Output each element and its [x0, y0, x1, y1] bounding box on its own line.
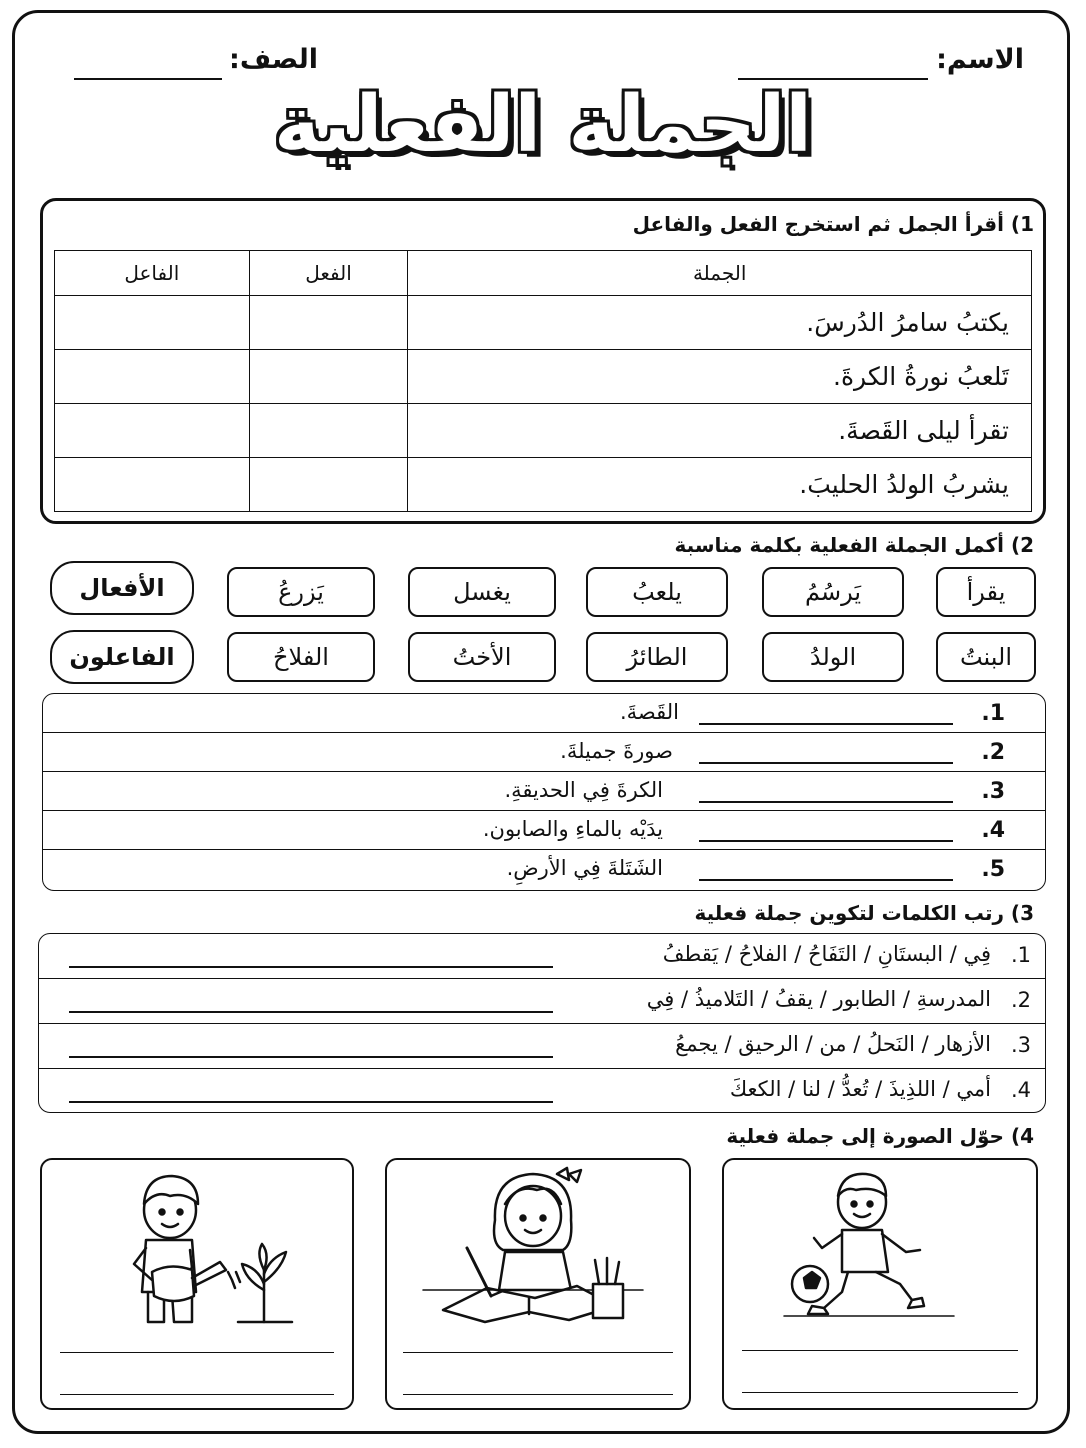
scrambled-words: فِي / البستَانِ / التَفَاحُ / الفلاحُ / يَقطفُ — [662, 942, 991, 966]
boy-watering-plant-image — [42, 1160, 352, 1330]
answer-blank[interactable] — [699, 723, 953, 725]
list-item — [43, 733, 1045, 772]
scrambled-words: الأزهار / النَحلُ / من / الرحيق / يجمعُ — [675, 1032, 991, 1056]
table-row-sentence: تقرأ ليلى القَصةَ. — [408, 404, 1032, 458]
q3-box — [38, 933, 1046, 1113]
answer-blank[interactable] — [69, 1101, 553, 1103]
answer-blank[interactable] — [699, 879, 953, 881]
answer-line[interactable] — [742, 1350, 1018, 1351]
name-label: الاسم: — [936, 44, 1024, 75]
q3-title: 3) رتب الكلمات لتكوين جملة فعلية — [694, 901, 1034, 925]
answer-line[interactable] — [60, 1394, 334, 1395]
list-item — [43, 772, 1045, 811]
answer-blank[interactable] — [699, 762, 953, 764]
q1-table — [54, 250, 1032, 512]
sentence-text: الكرةَ فِي الحديقةِ. — [504, 778, 663, 802]
col-header-sentence: الجملة — [408, 251, 1032, 296]
subject-chip[interactable]: البنتُ — [936, 632, 1036, 682]
verb-chip[interactable]: يغسل — [408, 567, 556, 617]
item-number: 2. — [1010, 988, 1031, 1012]
sentence-text: القَصةَ. — [619, 700, 679, 724]
item-number: 4. — [1010, 1078, 1031, 1102]
class-label: الصف: — [229, 44, 318, 75]
item-number: 3. — [981, 779, 1005, 804]
picture-card-girl-writing — [385, 1158, 691, 1410]
answer-line[interactable] — [403, 1394, 673, 1395]
verb-chip[interactable]: يلعبُ — [586, 567, 728, 617]
answer-blank[interactable] — [699, 801, 953, 803]
list-item — [39, 1069, 1045, 1112]
subject-answer-cell[interactable] — [55, 404, 250, 458]
verb-answer-cell[interactable] — [249, 458, 408, 512]
sentence-text: الشَتَلةَ فِي الأرضِ. — [506, 856, 663, 880]
item-number: 5. — [981, 857, 1005, 882]
verb-chip[interactable]: يَرسُمُ — [762, 567, 904, 617]
verb-answer-cell[interactable] — [249, 350, 408, 404]
scrambled-words: المدرسةِ / الطابور / يقفُ / التَلاميذُ / فِي — [646, 987, 991, 1011]
subject-chip[interactable]: الفلاحُ — [227, 632, 375, 682]
col-header-verb: الفعل — [249, 251, 408, 296]
q1-title: 1) أقرأ الجمل ثم استخرج الفعل والفاعل — [632, 212, 1034, 236]
item-number: 1. — [1010, 943, 1031, 967]
picture-card-boy-watering-plant — [40, 1158, 354, 1410]
page-title: الجملة الفعلية — [273, 80, 812, 170]
scrambled-words: أمي / اللذِيذَ / تُعدُّ / لنا / الكعكَ — [729, 1077, 991, 1101]
subject-answer-cell[interactable] — [55, 296, 250, 350]
item-number: 4. — [981, 818, 1005, 843]
answer-line[interactable] — [403, 1352, 673, 1353]
answer-blank[interactable] — [69, 1056, 553, 1058]
item-number: 1. — [981, 701, 1005, 726]
answer-blank[interactable] — [699, 840, 953, 842]
table-row-sentence: يكتبُ سامرُ الدُرسَ. — [408, 296, 1032, 350]
q4-title: 4) حوّل الصورة إلى جملة فعلية — [726, 1124, 1034, 1148]
q2-sentences-box — [42, 693, 1046, 891]
answer-blank[interactable] — [69, 966, 553, 968]
subjects-label-tag: الفاعلون — [50, 630, 194, 684]
answer-blank[interactable] — [69, 1011, 553, 1013]
verb-answer-cell[interactable] — [249, 296, 408, 350]
item-number: 2. — [981, 740, 1005, 765]
verb-chip[interactable]: يقرأ — [936, 567, 1036, 617]
sentence-text: صورةَ جميلةَ. — [560, 739, 673, 763]
verb-chip[interactable]: يَزرعُ — [227, 567, 375, 617]
girl-writing-image — [387, 1160, 689, 1330]
list-item — [39, 934, 1045, 979]
subject-chip[interactable]: الأختُ — [408, 632, 556, 682]
subject-chip[interactable]: الطائرُ — [586, 632, 728, 682]
list-item — [39, 1024, 1045, 1069]
answer-line[interactable] — [60, 1352, 334, 1353]
subject-answer-cell[interactable] — [55, 350, 250, 404]
table-row-sentence: تَلعبُ نورةُ الكرةَ. — [408, 350, 1032, 404]
list-item — [43, 694, 1045, 733]
table-row-sentence: يشربُ الولدُ الحليبَ. — [408, 458, 1032, 512]
sentence-text: يدَيْه بالماءِ والصابون. — [482, 817, 663, 841]
boy-kicking-ball-image — [724, 1160, 1036, 1320]
answer-line[interactable] — [742, 1392, 1018, 1393]
subject-answer-cell[interactable] — [55, 458, 250, 512]
verbs-label-tag: الأفعال — [50, 561, 194, 615]
verb-answer-cell[interactable] — [249, 404, 408, 458]
col-header-subject: الفاعل — [55, 251, 250, 296]
picture-card-boy-kicking-ball — [722, 1158, 1038, 1410]
list-item — [39, 979, 1045, 1024]
item-number: 3. — [1010, 1033, 1031, 1057]
list-item — [43, 850, 1045, 889]
q2-title: 2) أكمل الجملة الفعلية بكلمة مناسبة — [674, 533, 1034, 557]
list-item — [43, 811, 1045, 850]
subject-chip[interactable]: الولدُ — [762, 632, 904, 682]
